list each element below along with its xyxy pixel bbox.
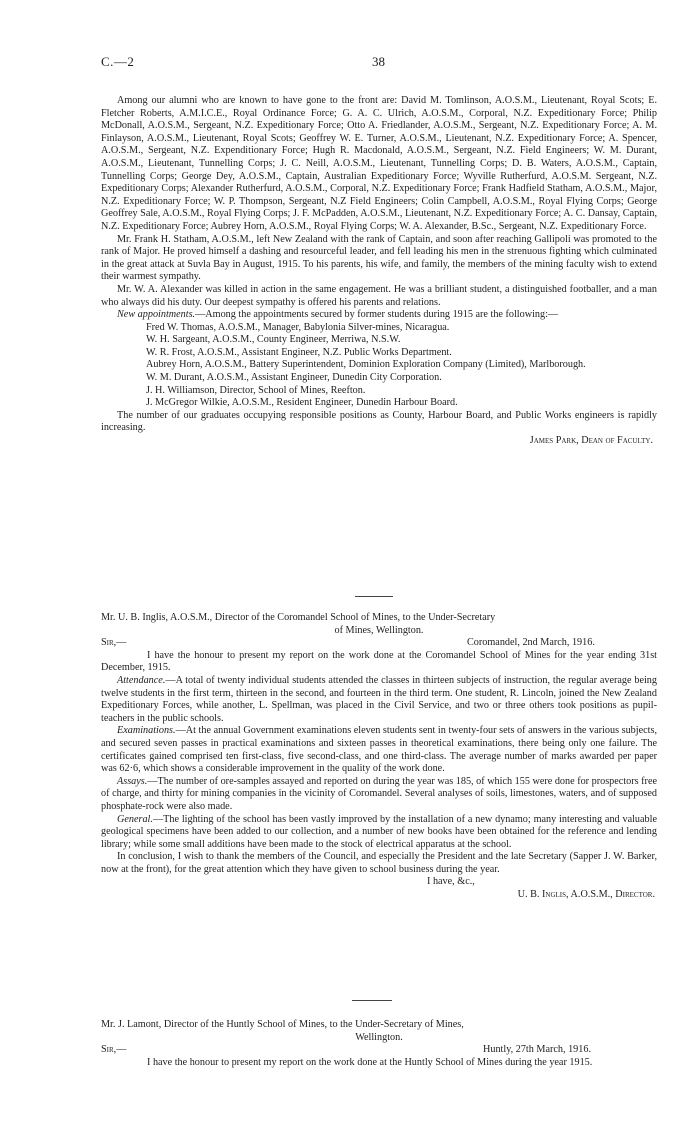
appointments-label: New appointments. [117, 309, 196, 321]
general-paragraph [101, 814, 657, 852]
place-date: Coromandel, 2nd March, 1916. [467, 637, 595, 649]
salutation: Sir,— [101, 1044, 127, 1056]
assays-text: —The number of ore-samples assayed and reported on during the year was 185, of which 155 were done for prospectors free of charge, and thirty for mining companies in the vicinity of Coromandel. Several analyses of soils, limestones, waters, and of supposed phosphate-rock were also made. [101, 775, 657, 812]
appointment-item: J. H. Williamson, Director, School of Mines, Reefton. [146, 384, 366, 396]
coromandel-heading-line2: of Mines, Wellington. [334, 624, 424, 636]
huntly-heading-line2: Wellington. [355, 1031, 403, 1043]
coromandel-intro-paragraph: I have the honour to present my report on the work done at the Coromandel School of Mines for the year ending 31st December, 1915. [101, 649, 657, 674]
assays-label: Assays. [117, 775, 148, 787]
examinations-label: Examinations. [117, 725, 176, 737]
page-number: 38 [372, 54, 385, 69]
appointment-item: Aubrey Horn, A.O.S.M., Battery Superintendent, Dominion Exploration Company (Limited), Marlborough. [146, 359, 586, 371]
coromandel-salutation-row [101, 637, 657, 650]
inglis-signature: U. B. Inglis, A.O.S.M., Director. [517, 889, 655, 901]
section-divider [352, 1000, 392, 1001]
alexander-paragraph: Mr. W. A. Alexander was killed in action in the same engagement. He was a brilliant student, a distinguished footballer, and a man who always did his duty. Our deepest sympathy is offered his parents and relations. [101, 283, 657, 308]
appointment-item: J. McGregor Wilkie, A.O.S.M., Resident Engineer, Dunedin Harbour Board. [146, 397, 458, 409]
huntly-intro-paragraph: I have the honour to present my report on the work done at the Huntly School of Mines during the year 1915. [147, 1056, 593, 1068]
attendance-paragraph [101, 675, 657, 725]
statham-paragraph: Mr. Frank H. Statham, A.O.S.M., left New Zealand with the rank of Captain, and soon after reaching Gallipoli was promoted to the rank of Major. He proved himself a dashing and resourceful leader, and fell leading his men in the strenuous fighting which culminated in the great attack at Suvla Bay in August, 1915. To his parents, his wife, and family, the members of the mining faculty wish to extend their warmest sympathy. [101, 233, 657, 283]
coromandel-report-section [101, 612, 657, 902]
huntly-heading-line1: Mr. J. Lamont, Director of the Huntly School of Mines, to the Under-Secretary of Mines, [101, 1019, 464, 1030]
graduates-paragraph: The number of our graduates occupying responsible positions as County, Harbour Board, and Public Works engineers is rapidly increasing. [101, 409, 657, 434]
section-divider [355, 596, 393, 597]
attendance-text: —A total of twenty individual students attended the classes in thirteen subjects of instruction, the regular average being twelve students in the first term, thirteen in the second, and fourteen in the third term. One student, R. Lincoln, joined the New Zealand Expeditionary Forces, while another, L. Spellman, was placed in the Civil Service, and two or three others took positions as pupil-teachers in the public schools. [101, 674, 657, 724]
appointment-item: W. H. Sargeant, A.O.S.M., County Engineer, Merriwa, N.S.W. [146, 334, 401, 346]
examinations-text: —At the annual Government examinations eleven students sent in twenty-four sets of answers in the various subjects, and secured seven passes in practical examinations and sixteen passes in theoretical examinations, there being only one failure. The certificates gained comprised ten first-class, five second-class, and one third-class. The average number of marks awarded per paper was 62·6, which shows a considerable improvement in the quality of the work done. [101, 725, 657, 775]
examinations-paragraph [101, 725, 657, 775]
appointments-intro [101, 309, 657, 322]
alumni-at-front-paragraph: Among our alumni who are known to have gone to the front are: David M. Tomlinson, A.O.S.M., Lieutenant, Royal Scots; E. Fletcher Roberts, A.M.I.C.E., Royal Ordinance Force; G. A. C. Ulrich, A.O.S.M., Corporal, N.Z. Expeditionary Force; Philip McDonall, A.O.S.M., Sergeant, N.Z. Expeditionary Force; Otto A. Friedlander, A.O.S.M., Sergeant, N.Z. Expeditionary Force; A. M. Finlayson, A.O.S.M., Lieutenant, Royal Scots; Geoffrey W. E. Turner, A.O.S.M., Lieutenant, N.Z. Expeditionary Force; A. Spencer, A.O.S.M., Sergeant, N.Z. Expenditionary Force; Hugh R. Macdonald, A.O.S.M., Sergeant, N.Z. Field Engineers; W. M. Durant, A.O.S.M., Lieutenant, Tunnelling Corps; J. C. Neill, A.O.S.M., Lieutenant, Tunnelling Corps; D. B. Waters, A.O.S.M., Captain, Tunnelling Corps; George Dey, A.O.S.M., Captain, Australian Expeditionary Force; Wyville Rutherfurd, A.O.S.M. Sergeant, N.Z. Expeditionary Corps; Alexander Rutherfurd, A.O.S.M., Corporal, N.Z. Expeditionary Force; Frank Hadfield Statham, A.O.S.M., Major, N.Z. Expeditionary Force; W. P. Thompson, Sergeant, N.Z Field Engineers; Colin Campbell, A.O.S.M., Royal Flying Corps; George Geoffrey Sale, A.O.S.M., Royal Flying Corps; J. F. McPadden, A.O.S.M., Lieutenant, N.Z. Expeditionary Force; A. C. Dansay, Captain, N.Z. Expeditionary Force; Aubrey Horn, A.O.S.M., Royal Flying Corps; W. A. Alexander, B.Sc., Sergeant, N.Z. Expeditionary Force. [101, 95, 657, 232]
general-label: General. [117, 813, 153, 825]
appointment-item: W. M. Durant, A.O.S.M., Assistant Engineer, Dunedin City Corporation. [146, 372, 442, 384]
place-date: Huntly, 27th March, 1916. [483, 1044, 591, 1056]
document-code: C.—2 [101, 54, 135, 69]
appointment-item: W. R. Frost, A.O.S.M., Assistant Engineer, N.Z. Public Works Department. [146, 346, 452, 358]
general-text: —The lighting of the school has been vastly improved by the installation of a new dynamo; many interesting and valuable geological specimens have been added to our collection, and a number of new books have been obtained for the reference and lending library; while some small additions have been made to the stock of electrical apparatus at the school. [101, 813, 657, 850]
conclusion-paragraph: In conclusion, I wish to thank the members of the Council, and especially the President and the late Secretary (Sapper J. W. Barker, now at the front), for the great attention which they have given to school business during the year. [101, 851, 657, 875]
faculty-report-section [101, 95, 657, 448]
appointments-list [101, 322, 657, 410]
appointment-item: Fred W. Thomas, A.O.S.M., Manager, Babylonia Silver-mines, Nicaragua. [146, 321, 450, 333]
coromandel-heading-line1: Mr. U. B. Inglis, A.O.S.M., Director of the Coromandel School of Mines, to the Under-Secretary [101, 612, 496, 623]
dean-signature: James Park, Dean of Faculty. [529, 435, 653, 447]
huntly-report-section [101, 1019, 657, 1069]
attendance-label: Attendance. [117, 674, 166, 686]
assays-paragraph [101, 776, 657, 814]
closing-line: I have, &c., [427, 876, 475, 888]
appointments-intro-text: —Among the appointments secured by former students during 1915 are the following:— [195, 309, 559, 321]
salutation: Sir,— [101, 637, 127, 649]
huntly-salutation-row [101, 1044, 657, 1057]
